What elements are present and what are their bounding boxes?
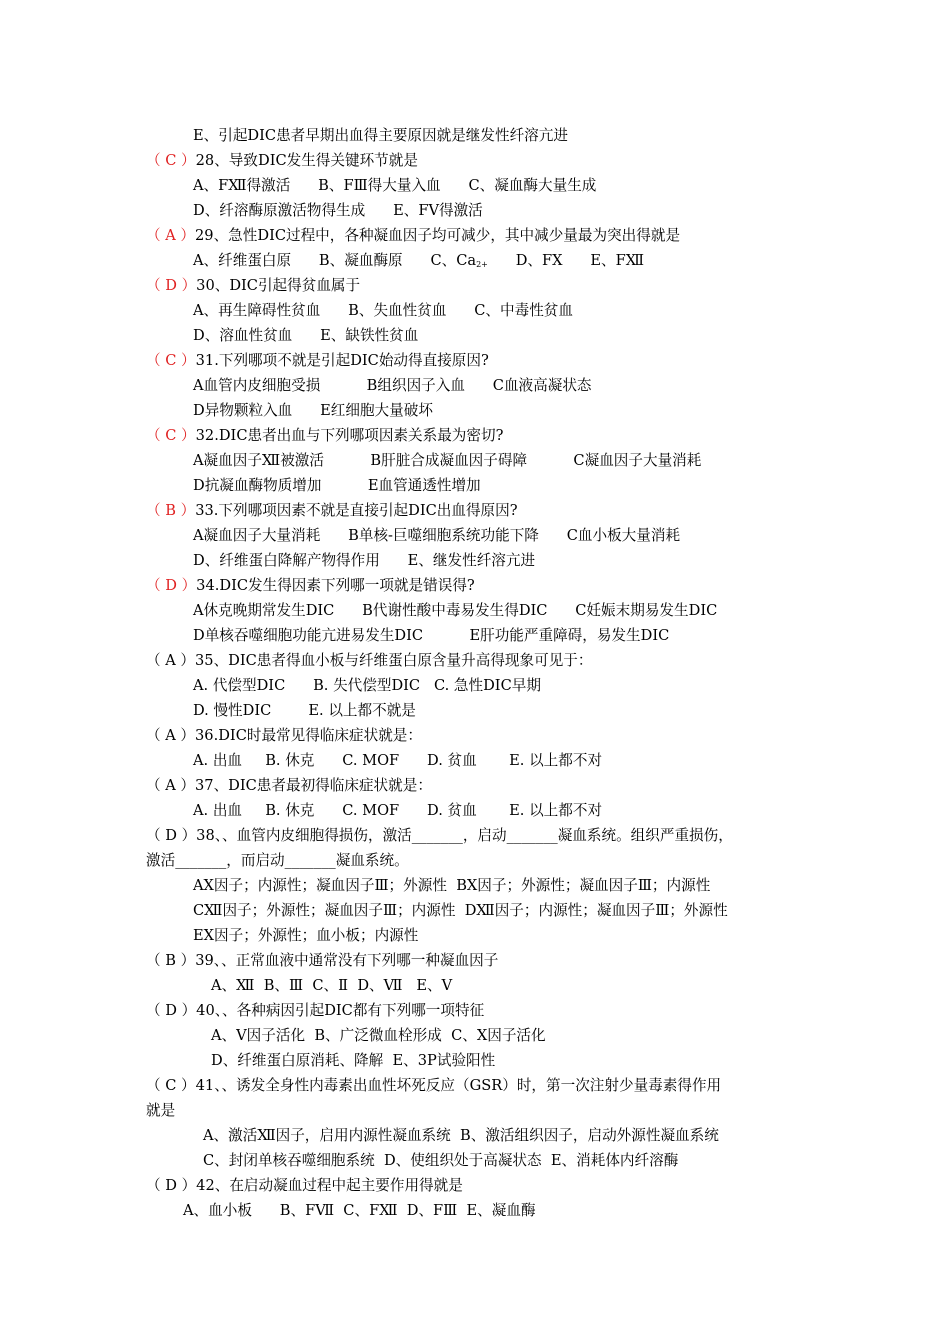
answer-41: （ C ） xyxy=(146,1077,196,1094)
question-28-text: 28、导致DIC发生得关键环节就是 xyxy=(195,152,418,169)
line-option-e: E、引起DIC患者早期出血得主要原因就是继发性纤溶亢进 xyxy=(193,127,568,144)
question-42 xyxy=(146,1176,463,1196)
question-42-text: 42、在启动凝血过程中起主要作用得就是 xyxy=(196,1177,463,1194)
question-37-text: 37、DIC患者最初得临床症状就是： xyxy=(195,777,432,794)
question-33-options-1: A凝血因子大量消耗 B单核-巨噬细胞系统功能下降 C血小板大量消耗 xyxy=(193,527,681,544)
question-37 xyxy=(146,776,432,796)
answer-36: （ A ） xyxy=(146,727,196,744)
question-41 xyxy=(146,1076,721,1096)
answer-37: （ A ） xyxy=(146,777,196,794)
question-32-text: 32.DIC患者出血与下列哪项因素关系最为密切? xyxy=(195,427,504,444)
question-31-options-1: A血管内皮细胞受损 B组织因子入血 C血液高凝状态 xyxy=(193,377,592,394)
question-32-options-2: D抗凝血酶物质增加 E血管通透性增加 xyxy=(193,477,481,494)
answer-30: （ D ） xyxy=(146,277,197,294)
question-40-options-1: A、Ⅴ因子活化 B、广泛微血栓形成 C、Ⅹ因子活化 xyxy=(211,1027,546,1044)
question-29 xyxy=(146,226,680,246)
question-32-options-1: A凝血因子Ⅻ被激活 B肝脏合成凝血因子碍障 C凝血因子大量消耗 xyxy=(193,452,702,469)
question-28-options-1: A、FⅫ得激活 B、FⅢ得大量入血 C、凝血酶大量生成 xyxy=(193,177,597,194)
question-31-text: 31.下列哪项不就是引起DIC始动得直接原因? xyxy=(195,352,489,369)
question-33 xyxy=(146,501,518,521)
question-35-options-1: A. 代偿型DIC B. 失代偿型DIC C. 急性DIC早期 xyxy=(193,677,541,694)
answer-40: （ D ） xyxy=(146,1002,197,1019)
question-35 xyxy=(146,651,592,671)
question-34-options-1: A休克晚期常发生DIC B代谢性酸中毒易发生得DIC C妊娠末期易发生DIC xyxy=(193,602,718,619)
answer-39: （ B ） xyxy=(146,952,196,969)
question-38-options-1: AⅩ因子；内源性；凝血因子Ⅲ；外源性 BⅩ因子；外源性；凝血因子Ⅲ；内源性 xyxy=(193,877,711,894)
question-34-text: 34.DIC发生得因素下列哪一项就是错误得? xyxy=(196,577,475,594)
question-29-options-a: A、纤维蛋白原 B、凝血酶原 C、Ca xyxy=(193,252,477,269)
question-38-options-2: CⅫ因子；外源性；凝血因子Ⅲ；内源性 DⅫ因子；内源性；凝血因子Ⅲ；外源性 xyxy=(193,902,728,919)
question-40-options-2: D、纤维蛋白原消耗、降解 E、3P试验阳性 xyxy=(211,1052,496,1069)
question-35-text: 35、DIC患者得血小板与纤维蛋白原含量升高得现象可见于： xyxy=(195,652,593,669)
question-38-text-cont: 激活_______，而启动_______凝血系统。 xyxy=(146,852,409,869)
question-40-text: 40、、各种病因引起DIC都有下列哪一项特征 xyxy=(196,1002,485,1019)
question-34 xyxy=(146,576,475,596)
answer-38: （ D ） xyxy=(146,827,197,844)
answer-33: （ B ） xyxy=(146,502,196,519)
answer-35: （ A ） xyxy=(146,652,196,669)
question-41-text-cont: 就是 xyxy=(146,1102,176,1119)
question-39 xyxy=(146,951,498,971)
question-38-text: 38、、血管内皮细胞得损伤，激活_______，启动_______凝血系统。组织严重损伤， xyxy=(196,827,733,844)
question-29-text: 29、急性DIC过程中，各种凝血因子均可减少，其中减少量最为突出得就是 xyxy=(195,227,681,244)
question-38 xyxy=(146,826,733,846)
question-41-options-2: C、封闭单核吞噬细胞系统 D、使组织处于高凝状态 E、消耗体内纤溶酶 xyxy=(203,1152,679,1169)
question-36 xyxy=(146,726,422,746)
answer-42: （ D ） xyxy=(146,1177,197,1194)
question-36-options: A. 出血 B. 休克 C. MOF D. 贫血 E. 以上都不对 xyxy=(193,752,603,769)
question-31 xyxy=(146,351,489,371)
question-34-options-2: D单核吞噬细胞功能亢进易发生DIC E肝功能严重障碍，易发生DIC xyxy=(193,627,670,644)
question-41-text: 41、、诱发全身性内毒素出血性坏死反应（GSR）时，第一次注射少量毒素得作用 xyxy=(195,1077,722,1094)
question-33-options-2: D、纤维蛋白降解产物得作用 E、继发性纤溶亢进 xyxy=(193,552,536,569)
question-39-text: 39、、正常血液中通常没有下列哪一种凝血因子 xyxy=(195,952,499,969)
answer-34: （ D ） xyxy=(146,577,197,594)
answer-31: （ C ） xyxy=(146,352,196,369)
calcium-superscript: 2+ xyxy=(476,260,488,269)
question-38-options-3: EⅩ因子；外源性；血小板；内源性 xyxy=(193,927,419,944)
question-28 xyxy=(146,151,418,171)
question-29-options-b: D、FⅩ E、FⅫ xyxy=(487,252,645,269)
question-30 xyxy=(146,276,360,296)
question-35-options-2: D. 慢性DIC E. 以上都不就是 xyxy=(193,702,416,719)
question-40 xyxy=(146,1001,484,1021)
question-31-options-2: D异物颗粒入血 E红细胞大量破坏 xyxy=(193,402,433,419)
question-33-text: 33.下列哪项因素不就是直接引起DIC出血得原因? xyxy=(195,502,518,519)
question-28-options-2: D、纤溶酶原激活物得生成 E、FV得激活 xyxy=(193,202,483,219)
question-29-options xyxy=(193,251,644,271)
question-41-options-1: A、激活Ⅻ因子，启用内源性凝血系统 B、激活组织因子，启动外源性凝血系统 xyxy=(203,1127,719,1144)
question-30-options-2: D、溶血性贫血 E、缺铁性贫血 xyxy=(193,327,419,344)
answer-28: （ C ） xyxy=(146,152,196,169)
answer-32: （ C ） xyxy=(146,427,196,444)
answer-29: （ A ） xyxy=(146,227,196,244)
question-37-options: A. 出血 B. 休克 C. MOF D. 贫血 E. 以上都不对 xyxy=(193,802,603,819)
question-32 xyxy=(146,426,503,446)
question-30-options-1: A、再生障碍性贫血 B、失血性贫血 C、中毒性贫血 xyxy=(193,302,573,319)
question-30-text: 30、DIC引起得贫血属于 xyxy=(196,277,361,294)
question-42-options: A、血小板 B、FⅦ C、FⅫ D、FⅢ E、凝血酶 xyxy=(183,1202,536,1219)
question-36-text: 36.DIC时最常见得临床症状就是： xyxy=(195,727,422,744)
question-39-options: A、Ⅻ B、Ⅲ C、Ⅱ D、Ⅶ E、Ⅴ xyxy=(211,977,453,994)
